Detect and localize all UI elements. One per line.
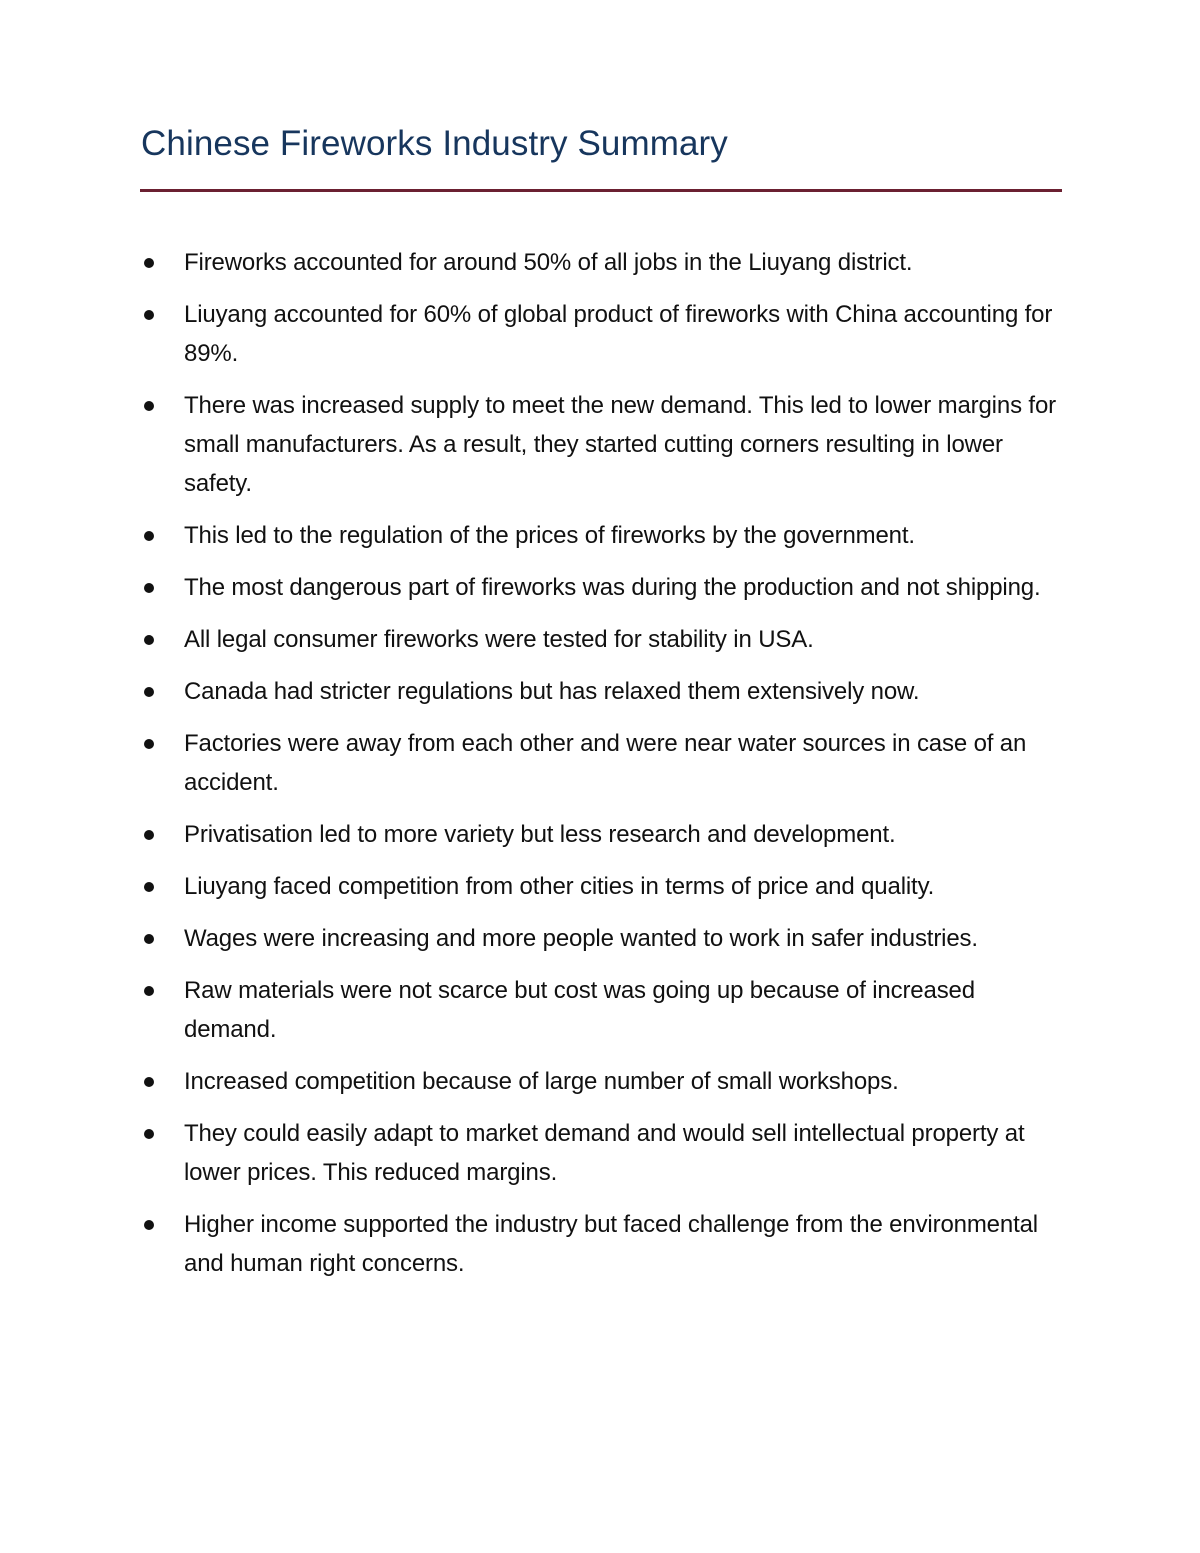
bullet-text: Wages were increasing and more people wanted to work in safer industries. xyxy=(184,925,978,952)
bullet-text: Raw materials were not scarce but cost was going up because of increased demand. xyxy=(184,977,975,1043)
bullet-dot-icon xyxy=(144,882,154,892)
bullet-dot-icon xyxy=(144,934,154,944)
bullet-dot-icon xyxy=(144,1129,154,1139)
bullet-text: All legal consumer fireworks were tested for stability in USA. xyxy=(184,626,814,653)
bullet-item xyxy=(140,919,1070,958)
bullet-text: Liuyang accounted for 60% of global product of fireworks with China accounting for 89%. xyxy=(184,301,1053,367)
bullet-dot-icon xyxy=(144,830,154,840)
bullet-item xyxy=(140,568,1070,607)
bullet-dot-icon xyxy=(144,583,154,593)
bullet-dot-icon xyxy=(144,310,154,320)
bullet-text: The most dangerous part of fireworks was during the production and not shipping. xyxy=(184,574,1041,601)
bullet-text: Factories were away from each other and were near water sources in case of an accident. xyxy=(184,730,1027,796)
title-divider xyxy=(140,189,1062,192)
bullet-item xyxy=(140,1205,1070,1283)
bullet-dot-icon xyxy=(144,1077,154,1087)
bullet-item xyxy=(140,815,1070,854)
bullet-dot-icon xyxy=(144,258,154,268)
bullet-item xyxy=(140,672,1070,711)
bullet-text: Privatisation led to more variety but less research and development. xyxy=(184,821,896,848)
page-title: Chinese Fireworks Industry Summary xyxy=(141,124,728,163)
bullet-item xyxy=(140,724,1070,802)
bullet-text: Higher income supported the industry but faced challenge from the environmental and human right concerns. xyxy=(184,1211,1038,1277)
bullet-dot-icon xyxy=(144,739,154,749)
bullet-text: Increased competition because of large number of small workshops. xyxy=(184,1068,899,1095)
bullet-text: This led to the regulation of the prices of fireworks by the government. xyxy=(184,522,915,549)
bullet-text: Liuyang faced competition from other cities in terms of price and quality. xyxy=(184,873,935,900)
bullet-dot-icon xyxy=(144,635,154,645)
bullet-item xyxy=(140,516,1070,555)
bullet-dot-icon xyxy=(144,401,154,411)
bullet-text: Canada had stricter regulations but has relaxed them extensively now. xyxy=(184,678,920,705)
bullet-item xyxy=(140,971,1070,1049)
bullet-item xyxy=(140,1114,1070,1192)
bullet-dot-icon xyxy=(144,1220,154,1230)
bullet-text: There was increased supply to meet the new demand. This led to lower margins for small manufacturers. As a result, they started cutting corners resulting in lower safety. xyxy=(184,392,1056,497)
bullet-list xyxy=(140,243,1070,1296)
bullet-dot-icon xyxy=(144,531,154,541)
bullet-item xyxy=(140,243,1070,282)
bullet-text: They could easily adapt to market demand and would sell intellectual property at lower prices. This reduced margins. xyxy=(184,1120,1025,1186)
bullet-dot-icon xyxy=(144,986,154,996)
bullet-item xyxy=(140,386,1070,503)
bullet-text: Fireworks accounted for around 50% of all jobs in the Liuyang district. xyxy=(184,249,913,276)
bullet-item xyxy=(140,1062,1070,1101)
bullet-item xyxy=(140,867,1070,906)
bullet-item xyxy=(140,620,1070,659)
bullet-dot-icon xyxy=(144,687,154,697)
bullet-item xyxy=(140,295,1070,373)
